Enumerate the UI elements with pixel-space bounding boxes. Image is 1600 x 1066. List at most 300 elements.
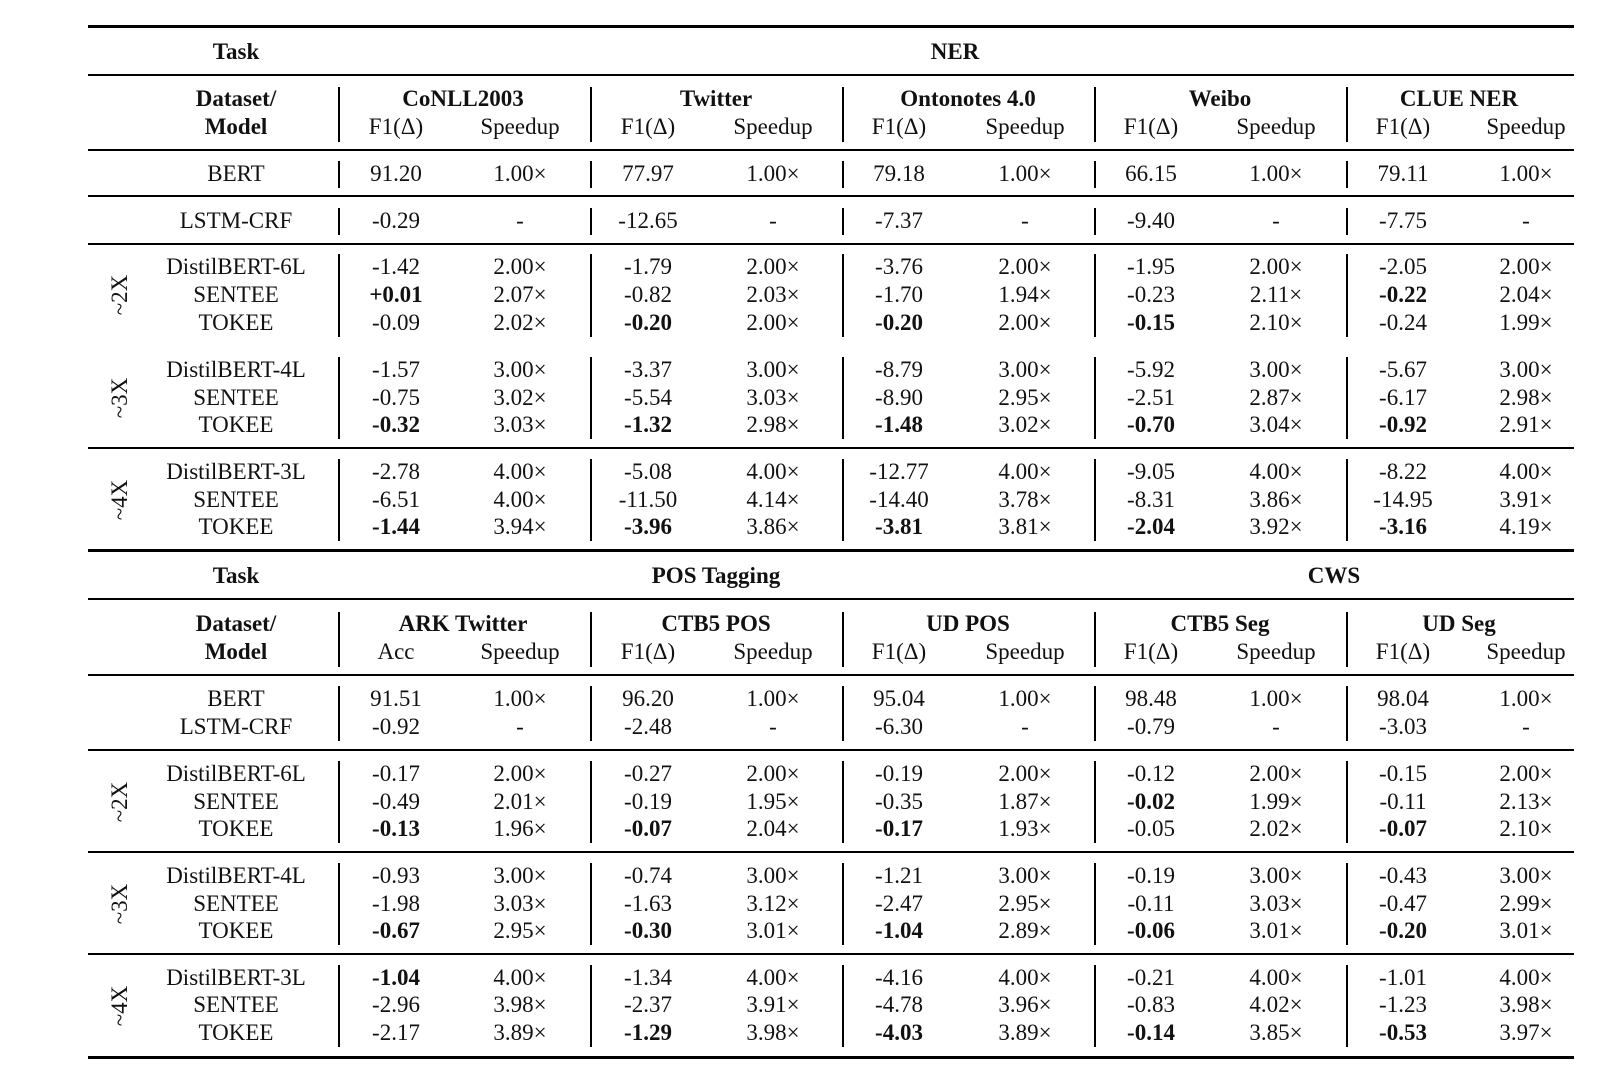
column-separator	[590, 761, 592, 843]
speedup-value: 2.00×	[493, 254, 547, 279]
dataset-model-header: Model	[204, 114, 268, 139]
speedup-value: 4.14×	[746, 487, 800, 512]
metric-value: -1.44	[372, 514, 420, 539]
metric-value: -0.20	[1379, 918, 1427, 943]
metric-value: -0.02	[1127, 789, 1175, 814]
speedup-value: 2.04×	[1499, 282, 1553, 307]
speedup-value: 3.81×	[998, 514, 1052, 539]
metric-value: -2.17	[372, 1020, 420, 1045]
speedup-value: 4.00×	[746, 459, 800, 484]
metric-value: -0.11	[1127, 891, 1175, 916]
task-header-label: Task	[212, 563, 260, 588]
metric-value: -0.83	[1127, 992, 1175, 1017]
metric-value: 77.97	[622, 161, 674, 186]
speedup-value: 1.99×	[1249, 789, 1303, 814]
table-rule-thick	[88, 25, 1574, 28]
metric-value: -2.78	[372, 459, 420, 484]
model-name: TOKEE	[198, 412, 274, 437]
speedup-value: 3.91×	[1499, 487, 1553, 512]
speedup-value: 3.91×	[746, 992, 800, 1017]
speedup-value: 1.95×	[746, 789, 800, 814]
column-separator	[842, 254, 844, 337]
metric-header: F1(Δ)	[1375, 114, 1431, 139]
model-name: TOKEE	[198, 1020, 274, 1045]
metric-value: -0.15	[1379, 761, 1427, 786]
speedup-value: 1.00×	[1499, 686, 1553, 711]
speedup-value: 2.00×	[998, 310, 1052, 335]
column-separator	[1094, 459, 1096, 541]
metric-value: -1.48	[875, 412, 923, 437]
speedup-value: 2.99×	[1499, 891, 1553, 916]
speedup-value: 1.00×	[1499, 161, 1553, 186]
speedup-value: 1.00×	[998, 686, 1052, 711]
metric-value: -8.79	[875, 357, 923, 382]
model-name: BERT	[207, 686, 265, 711]
metric-value: -0.09	[372, 310, 420, 335]
speedup-value: -	[1522, 208, 1530, 233]
metric-value: 79.11	[1377, 161, 1429, 186]
metric-value: -1.01	[1379, 965, 1427, 990]
model-name: SENTEE	[193, 789, 279, 814]
metric-value: 98.48	[1125, 686, 1177, 711]
metric-value: -0.17	[875, 816, 923, 841]
speedup-value: 3.98×	[493, 992, 547, 1017]
metric-value: -1.32	[624, 412, 672, 437]
column-separator	[590, 208, 592, 235]
table-rule	[88, 74, 1574, 77]
column-separator	[590, 686, 592, 741]
column-separator	[842, 87, 844, 142]
metric-value: -2.04	[1127, 514, 1175, 539]
speedup-group-label: ~3X	[107, 883, 132, 924]
metric-value: -0.35	[875, 789, 923, 814]
dataset-name: CTB5 Seg	[1170, 611, 1270, 636]
speedup-value: -	[516, 714, 524, 739]
speedup-value: 3.00×	[746, 863, 800, 888]
metric-value: -6.51	[372, 487, 420, 512]
metric-value: -0.75	[372, 385, 420, 410]
speedup-value: 1.00×	[1249, 161, 1303, 186]
speedup-value: 3.03×	[1249, 891, 1303, 916]
speedup-value: 2.95×	[493, 918, 547, 943]
speedup-value: 3.89×	[493, 1020, 547, 1045]
metric-value: -0.32	[372, 412, 420, 437]
speedup-value: 3.03×	[493, 412, 547, 437]
model-name: SENTEE	[193, 992, 279, 1017]
metric-value: -7.75	[1379, 208, 1427, 233]
speedup-value: 2.01×	[493, 789, 547, 814]
speedup-value: 3.00×	[998, 863, 1052, 888]
metric-value: -12.77	[869, 459, 929, 484]
metric-value: -5.08	[624, 459, 672, 484]
column-separator	[1346, 965, 1348, 1047]
column-separator	[1094, 254, 1096, 337]
speedup-group-label: ~4X	[107, 479, 132, 520]
model-name: DistilBERT-4L	[166, 357, 306, 382]
model-name: TOKEE	[198, 918, 274, 943]
speedup-value: 3.85×	[1249, 1020, 1303, 1045]
speedup-value: 3.02×	[998, 412, 1052, 437]
column-separator	[842, 686, 844, 741]
metric-value: -0.12	[1127, 761, 1175, 786]
model-name: BERT	[207, 161, 265, 186]
column-separator	[842, 761, 844, 843]
speedup-value: -	[1272, 208, 1280, 233]
speedup-value: 4.00×	[1249, 965, 1303, 990]
speedup-value: 3.01×	[1499, 918, 1553, 943]
column-separator	[338, 208, 340, 235]
metric-header: F1(Δ)	[1123, 114, 1179, 139]
speedup-group-label: ~2X	[107, 781, 132, 822]
metric-value: -1.42	[372, 254, 420, 279]
column-separator	[1094, 686, 1096, 741]
metric-value: -2.05	[1379, 254, 1427, 279]
column-separator	[1346, 87, 1348, 142]
metric-value: -3.76	[875, 254, 923, 279]
speedup-value: 2.89×	[998, 918, 1052, 943]
speedup-value: 3.03×	[493, 891, 547, 916]
metric-value: -1.04	[372, 965, 420, 990]
dataset-name: Weibo	[1188, 86, 1252, 111]
model-name: DistilBERT-6L	[166, 761, 306, 786]
speedup-value: 2.00×	[746, 761, 800, 786]
dataset-name: Ontonotes 4.0	[900, 86, 1036, 111]
column-separator	[1346, 459, 1348, 541]
metric-value: -0.82	[624, 282, 672, 307]
metric-value: -6.17	[1379, 385, 1427, 410]
metric-value: -0.93	[372, 863, 420, 888]
column-separator	[1094, 87, 1096, 142]
metric-value: -12.65	[618, 208, 678, 233]
speedup-value: 3.00×	[493, 357, 547, 382]
speedup-value: 2.10×	[1249, 310, 1303, 335]
speedup-value: 4.00×	[998, 965, 1052, 990]
metric-value: -9.40	[1127, 208, 1175, 233]
table-rule-thick	[88, 1056, 1574, 1059]
speedup-value: 2.95×	[998, 891, 1052, 916]
model-name: LSTM-CRF	[179, 208, 293, 233]
speedup-value: 3.00×	[1499, 357, 1553, 382]
column-separator	[842, 161, 844, 188]
speedup-value: 1.93×	[998, 816, 1052, 841]
metric-value: 79.18	[873, 161, 925, 186]
metric-header: F1(Δ)	[620, 114, 676, 139]
table-rule	[88, 243, 1574, 245]
speedup-header: Speedup	[733, 114, 813, 139]
speedup-header: Speedup	[985, 114, 1065, 139]
speedup-value: 2.91×	[1499, 412, 1553, 437]
column-separator	[590, 161, 592, 188]
speedup-value: -	[769, 208, 777, 233]
speedup-value: 3.01×	[1249, 918, 1303, 943]
metric-value: 66.15	[1125, 161, 1177, 186]
metric-value: -0.19	[624, 789, 672, 814]
speedup-value: 4.19×	[1499, 514, 1553, 539]
speedup-value: 3.96×	[998, 992, 1052, 1017]
metric-value: -0.22	[1379, 282, 1427, 307]
column-separator	[1094, 863, 1096, 945]
column-separator	[338, 965, 340, 1047]
table-rule	[88, 674, 1574, 676]
metric-value: -0.74	[624, 863, 672, 888]
metric-value: -1.34	[624, 965, 672, 990]
speedup-value: 1.00×	[998, 161, 1052, 186]
metric-value: -0.30	[624, 918, 672, 943]
column-separator	[338, 612, 340, 667]
metric-value: -0.21	[1127, 965, 1175, 990]
column-separator	[1346, 863, 1348, 945]
speedup-value: 3.00×	[1249, 357, 1303, 382]
metric-value: -2.48	[624, 714, 672, 739]
column-separator	[842, 357, 844, 439]
column-separator	[1094, 761, 1096, 843]
metric-value: -0.13	[372, 816, 420, 841]
speedup-value: 4.00×	[1499, 965, 1553, 990]
model-name: TOKEE	[198, 514, 274, 539]
metric-value: -0.07	[1379, 816, 1427, 841]
speedup-value: 2.00×	[1499, 254, 1553, 279]
column-separator	[1094, 357, 1096, 439]
column-separator	[1346, 612, 1348, 667]
column-separator	[338, 254, 340, 337]
column-separator	[1346, 161, 1348, 188]
metric-value: -8.31	[1127, 487, 1175, 512]
metric-value: -0.53	[1379, 1020, 1427, 1045]
speedup-value: 3.97×	[1499, 1020, 1553, 1045]
column-separator	[842, 612, 844, 667]
column-separator	[338, 863, 340, 945]
speedup-value: 2.13×	[1499, 789, 1553, 814]
metric-value: -14.40	[869, 487, 929, 512]
model-name: SENTEE	[193, 487, 279, 512]
table-rule	[88, 953, 1574, 955]
model-name: TOKEE	[198, 310, 274, 335]
column-separator	[1094, 208, 1096, 235]
metric-value: -1.57	[372, 357, 420, 382]
column-separator	[590, 254, 592, 337]
metric-value: -0.29	[372, 208, 420, 233]
metric-value: 96.20	[622, 686, 674, 711]
dataset-model-header: Dataset/	[195, 86, 277, 111]
metric-value: -0.19	[1127, 863, 1175, 888]
speedup-value: 3.98×	[1499, 992, 1553, 1017]
column-separator	[590, 87, 592, 142]
metric-value: -0.70	[1127, 412, 1175, 437]
speedup-value: 3.86×	[746, 514, 800, 539]
metric-value: -3.16	[1379, 514, 1427, 539]
metric-header: F1(Δ)	[871, 639, 927, 664]
model-name: DistilBERT-4L	[166, 863, 306, 888]
metric-value: -2.96	[372, 992, 420, 1017]
metric-value: -14.95	[1373, 487, 1433, 512]
metric-value: -4.16	[875, 965, 923, 990]
speedup-value: 3.00×	[1249, 863, 1303, 888]
metric-value: -0.20	[875, 310, 923, 335]
metric-value: 91.20	[370, 161, 422, 186]
speedup-value: 2.03×	[746, 282, 800, 307]
speedup-group-label: ~4X	[107, 985, 132, 1026]
metric-value: -3.03	[1379, 714, 1427, 739]
speedup-value: 3.04×	[1249, 412, 1303, 437]
dataset-name: CoNLL2003	[402, 86, 524, 111]
metric-value: -1.79	[624, 254, 672, 279]
metric-value: -2.37	[624, 992, 672, 1017]
metric-value: -1.23	[1379, 992, 1427, 1017]
metric-value: -5.67	[1379, 357, 1427, 382]
metric-value: -5.92	[1127, 357, 1175, 382]
dataset-name: Twitter	[679, 86, 753, 111]
speedup-value: 3.89×	[998, 1020, 1052, 1045]
speedup-value: 3.12×	[746, 891, 800, 916]
column-separator	[1346, 254, 1348, 337]
speedup-value: -	[1272, 714, 1280, 739]
metric-value: -0.23	[1127, 282, 1175, 307]
table-rule-thick	[88, 549, 1574, 552]
speedup-value: 1.00×	[493, 686, 547, 711]
speedup-value: 4.00×	[746, 965, 800, 990]
column-separator	[338, 87, 340, 142]
table-rule	[88, 598, 1574, 601]
metric-value: -0.67	[372, 918, 420, 943]
table-rule	[88, 851, 1574, 853]
speedup-value: 3.98×	[746, 1020, 800, 1045]
metric-value: -1.29	[624, 1020, 672, 1045]
metric-value: -0.92	[1379, 412, 1427, 437]
speedup-value: 1.94×	[998, 282, 1052, 307]
metric-value: 95.04	[873, 686, 925, 711]
metric-value: -0.49	[372, 789, 420, 814]
speedup-header: Speedup	[1486, 639, 1566, 664]
metric-value: -1.04	[875, 918, 923, 943]
metric-value: -1.98	[372, 891, 420, 916]
metric-value: -1.95	[1127, 254, 1175, 279]
metric-value: -0.15	[1127, 310, 1175, 335]
metric-value: 91.51	[370, 686, 422, 711]
speedup-header: Speedup	[1486, 114, 1566, 139]
table-rule	[88, 749, 1574, 751]
column-separator	[1094, 612, 1096, 667]
speedup-group-label: ~2X	[107, 274, 132, 316]
speedup-value: 1.00×	[746, 161, 800, 186]
dataset-name: ARK Twitter	[398, 611, 528, 636]
speedup-value: 2.98×	[1499, 385, 1553, 410]
metric-header: F1(Δ)	[871, 114, 927, 139]
task-group-name: CWS	[1307, 563, 1361, 588]
model-name: SENTEE	[193, 891, 279, 916]
column-separator	[842, 459, 844, 541]
speedup-value: 2.00×	[1249, 254, 1303, 279]
speedup-value: 2.98×	[746, 412, 800, 437]
speedup-value: 1.00×	[746, 686, 800, 711]
speedup-value: -	[1522, 714, 1530, 739]
metric-value: -8.90	[875, 385, 923, 410]
speedup-value: 4.00×	[493, 487, 547, 512]
speedup-value: 1.00×	[493, 161, 547, 186]
metric-value: -0.47	[1379, 891, 1427, 916]
metric-value: -2.51	[1127, 385, 1175, 410]
model-name: TOKEE	[198, 816, 274, 841]
speedup-value: 2.04×	[746, 816, 800, 841]
speedup-value: 2.95×	[998, 385, 1052, 410]
column-separator	[842, 965, 844, 1047]
speedup-value: 2.87×	[1249, 385, 1303, 410]
speedup-value: 3.94×	[493, 514, 547, 539]
metric-value: -2.47	[875, 891, 923, 916]
speedup-value: -	[516, 208, 524, 233]
speedup-value: 1.99×	[1499, 310, 1553, 335]
metric-value: -0.05	[1127, 816, 1175, 841]
metric-value: -11.50	[618, 487, 678, 512]
speedup-header: Speedup	[1236, 639, 1316, 664]
speedup-value: 1.00×	[1249, 686, 1303, 711]
speedup-value: 3.00×	[1499, 863, 1553, 888]
metric-value: -0.24	[1379, 310, 1427, 335]
task-group-name: POS Tagging	[651, 563, 781, 588]
metric-value: -0.17	[372, 761, 420, 786]
speedup-value: 3.86×	[1249, 487, 1303, 512]
metric-value: +0.01	[369, 282, 423, 307]
metric-value: -6.30	[875, 714, 923, 739]
speedup-value: -	[1021, 714, 1029, 739]
speedup-value: 2.00×	[998, 761, 1052, 786]
column-separator	[1346, 208, 1348, 235]
metric-value: -3.96	[624, 514, 672, 539]
speedup-value: -	[769, 714, 777, 739]
column-separator	[1346, 686, 1348, 741]
speedup-value: 2.02×	[493, 310, 547, 335]
speedup-value: 4.02×	[1249, 992, 1303, 1017]
metric-value: -0.43	[1379, 863, 1427, 888]
table-rule	[88, 195, 1574, 197]
speedup-value: 2.10×	[1499, 816, 1553, 841]
model-name: DistilBERT-3L	[166, 459, 306, 484]
metric-value: -4.03	[875, 1020, 923, 1045]
speedup-value: 1.96×	[493, 816, 547, 841]
model-name: LSTM-CRF	[179, 714, 293, 739]
metric-value: -3.81	[875, 514, 923, 539]
speedup-header: Speedup	[733, 639, 813, 664]
speedup-value: 3.02×	[493, 385, 547, 410]
speedup-value: 4.00×	[1249, 459, 1303, 484]
column-separator	[590, 965, 592, 1047]
speedup-value: 4.00×	[493, 965, 547, 990]
dataset-name: UD POS	[926, 611, 1010, 636]
speedup-value: 4.00×	[1499, 459, 1553, 484]
metric-value: -4.78	[875, 992, 923, 1017]
metric-value: -0.14	[1127, 1020, 1175, 1045]
metric-value: -0.79	[1127, 714, 1175, 739]
speedup-value: 4.00×	[493, 459, 547, 484]
column-separator	[1346, 761, 1348, 843]
task-name: NER	[930, 39, 980, 64]
metric-value: -1.70	[875, 282, 923, 307]
speedup-value: 2.07×	[493, 282, 547, 307]
speedup-value: -	[1021, 208, 1029, 233]
metric-header: F1(Δ)	[368, 114, 424, 139]
column-separator	[338, 357, 340, 439]
metric-value: -5.54	[624, 385, 672, 410]
column-separator	[590, 863, 592, 945]
speedup-value: 3.00×	[746, 357, 800, 382]
metric-value: 98.04	[1377, 686, 1429, 711]
column-separator	[1094, 161, 1096, 188]
speedup-value: 2.11×	[1249, 282, 1303, 307]
task-header-label: Task	[212, 39, 260, 64]
dataset-model-header: Model	[204, 639, 268, 664]
metric-value: -0.07	[624, 816, 672, 841]
speedup-header: Speedup	[480, 114, 560, 139]
metric-value: -0.19	[875, 761, 923, 786]
